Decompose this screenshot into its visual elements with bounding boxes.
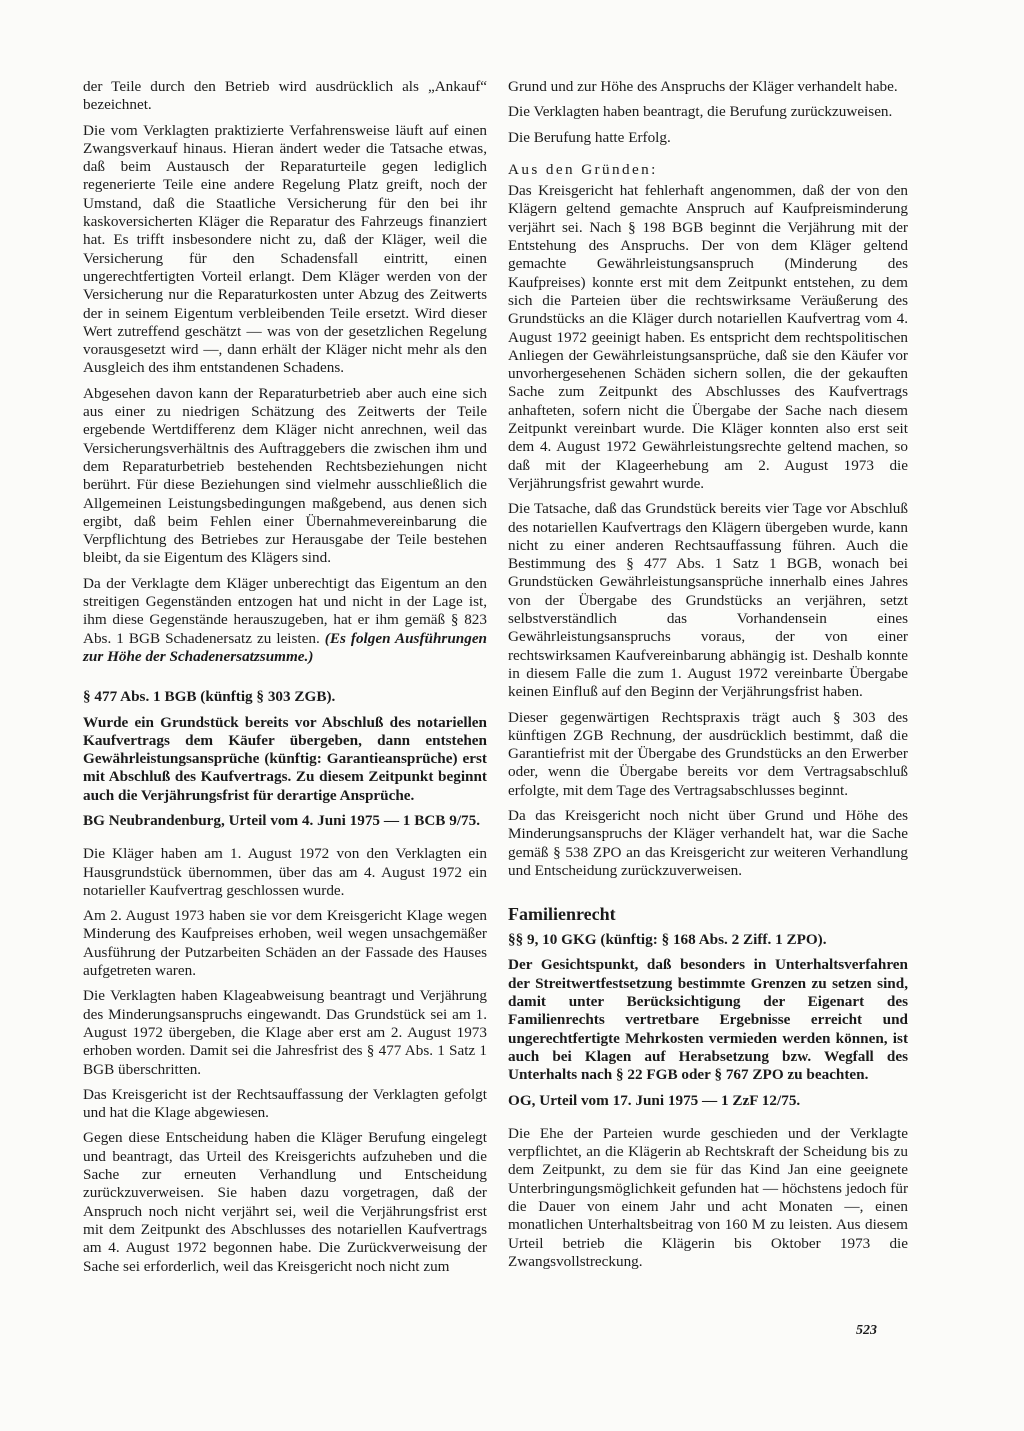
paragraph: [83, 575, 487, 666]
court-citation: OG, Urteil vom 17. Juni 1975 — 1 ZzF 12/75.: [508, 1091, 801, 1109]
paragraph: Die Tatsache, daß das Grundstück bereits vier Tage vor Abschluß des notariellen Kaufvertrags den Klägern übergeben wurde, kann nicht zu einer anderen Rechtsauffassung führen. Auch die Bestimmung des § 477 Abs. 1 Satz 1 BGB, wonach bei Grundstücken Gewährleistungsansprüche innerhalb eines Jahres von der Übergabe des Grundstücks an verjähren, setzt selbstverständlich das Vorhandensein eines Gewährleistungsanspruchs voraus, der von einer rechtswirksamen Kaufvereinbarung abhängig ist. Deshalb konnte in diesem Falle die zum 1. August 1972 vereinbarte Übergabe keinen Einfluß auf den Beginn der Verjährungsfrist haben.: [508, 500, 908, 701]
paragraph: Das Kreisgericht ist der Rechtsauffassung der Verklagten gefolgt und hat die Klage abgewiesen.: [83, 1085, 487, 1122]
paragraph: Gegen diese Entscheidung haben die Kläger Berufung eingelegt und beantragt, das Urteil des Kreisgerichts aufzuheben und die Sache zur erneuten Verhandlung und Entscheidung zurückzuverweisen. Sie haben dazu vorgetragen, daß der Anspruch noch nicht verjährt sei, weil die Verjährungsfrist erst mit dem Zeitpunkt des Abschlusses des notariellen Kaufvertrags am 4. August 1972 begonnen habe. Die Zurückverweisung der Sache sei erforderlich, weil das Kreisgericht noch nicht zum: [83, 1129, 487, 1275]
paragraph: Die Berufung hatte Erfolg.: [508, 128, 671, 146]
editorial-note: (Es folgen Ausführungen zur Höhe der Schadenersatzsumme.): [83, 629, 488, 665]
paragraph: Die Verklagten haben beantragt, die Berufung zurückzuweisen.: [508, 103, 893, 121]
leitsatz: Der Gesichtspunkt, daß besonders in Unterhaltsverfahren der Streitwertfestsetzung bestimmte Grenzen zu setzen sind, damit unter Berücksichtigung der Eigenart des Familienrechts vertretbare Ergebnisse erreicht und ungerechtfertigte Mehrkosten vermieden werden können, ist auch bei Klagen auf Herabsetzung bzw. Wegfall des Unterhalts nach § 22 FGB oder § 767 ZPO zu beachten.: [508, 956, 908, 1084]
paragraph: Da das Kreisgericht noch nicht über Grund und Höhe des Minderungsanspruchs der Kläger verhandelt hat, war die Sache gemäß § 538 ZPO an das Kreisgericht zur weiteren Verhandlung und Entscheidung zurückzuverweisen.: [508, 806, 908, 879]
paragraph: Grund und zur Höhe des Anspruchs der Kläger verhandelt habe.: [508, 78, 898, 95]
paragraph: Abgesehen davon kann der Reparaturbetrieb aber auch eine sich aus einer zu niedrigen Schätzung des Zeitwerts der Teile ergebende Wertdifferenz dem Kläger nicht anrechnen, weil das Versicherungsverhältnis des Auftraggebers die zwischen ihm und dem Reparaturbetrieb bestehenden Rechtsbeziehungen nicht berührt. Für diese Beziehungen sind vielmehr ausschließlich die Allgemeinen Leistungsbedingungen maßgebend, aus denen sich ergibt, daß beim Fehlen einer Übernahmevereinbarung die Verpflichtung des Betriebes zur Herausgabe der Teile bestehen bleibt, da sie Eigentum des Klägers sind.: [83, 384, 487, 567]
right-column: [508, 78, 908, 1278]
section-heading-477: § 477 Abs. 1 BGB (künftig § 303 ZGB).: [83, 688, 336, 706]
paragraph: Die Ehe der Parteien wurde geschieden und der Verklagte verpflichtet, an die Klägerin ab Rechtskraft der Scheidung bis zu dem Zeitpunkt, zu dem sie für das Kind Jan eine geeignete Unterbringungsmöglichkeit gefunden hat — höchstens jedoch für die Dauer von einem Jahr und acht Monaten —, einen monatlichen Unterhaltsbeitrag von 160 M zu leisten. Aus diesem Urteil betrieb die Klägerin bis Oktober 1973 die Zwangsvollstreckung.: [508, 1124, 908, 1270]
paragraph-text: Da der Verklagte dem Kläger unberechtigt das Eigentum an den streitigen Gegenständen entzogen hat und nicht in der Lage ist, ihm diese Gegenstände herauszugeben, hat er ihm gemäß § 823 Abs. 1 BGB Schadenersatz zu leisten.: [83, 574, 487, 647]
reasons-heading: Aus den Gründen:: [508, 160, 658, 178]
section-heading-gkg: §§ 9, 10 GKG (künftig: § 168 Abs. 2 Ziff. 1 ZPO).: [508, 931, 827, 949]
paragraph: der Teile durch den Betrieb wird ausdrücklich als „Ankauf“ bezeichnet.: [83, 78, 487, 114]
court-citation: BG Neubrandenburg, Urteil vom 4. Juni 1975 — 1 BCB 9/75.: [83, 811, 481, 829]
leitsatz: Wurde ein Grundstück bereits vor Abschluß des notariellen Kaufvertrags dem Käufer übergeben, dann entstehen Gewährleistungsansprüche (künftig: Garantieansprüche) erst mit Abschluß des Kaufvertrags. Zu diesem Zeitpunkt beginnt auch die Verjährungsfrist für derartige Ansprüche.: [83, 713, 487, 804]
paragraph: Dieser gegenwärtigen Rechtspraxis trägt auch § 303 des künftigen ZGB Rechnung, der ausdrücklich bestimmt, daß die Garantiefrist mit der Übergabe des Grundstücks an den Erwerber oder, wenn die Übergabe bereits vor dem Vertragsabschluß erfolgte, mit dem Tage des Vertragsabschlusses beginnt.: [508, 708, 908, 799]
paragraph: Die vom Verklagten praktizierte Verfahrensweise läuft auf einen Zwangsverkauf hinaus. Hieran ändert weder die Tatsache etwas, daß beim Austausch der Reparaturteile gegen lediglich regenerierte Teile eine andere Regelung Platz greift, noch der Umstand, daß die Staatliche Versicherung für den bei ihr kaskoversicherten Kläger die Reparatur des Fahrzeugs finanziert hat. Es trifft insbesondere nicht zu, daß der Kläger, weil die Versicherung für den Schadensfall eintritt, einen ungerechtfertigten Vorteil erlangt. Dem Kläger werden von der Versicherung nur die Reparaturkosten unter Abzug des Zeitwerts der in seinem Eigentum verbleibenden Teile ersetzt. Wird dieser Wert zutreffend geschätzt — was von der gesetzlichen Regelung vorausgesetzt wird —, dann erhält der Kläger nicht mehr als den Ausgleich des ihm entstandenen Schadens.: [83, 121, 487, 377]
paragraph: Die Kläger haben am 1. August 1972 von den Verklagten ein Hausgrundstück übernommen, über das am 4. August 1972 ein notarieller Kaufvertrag geschlossen wurde.: [83, 845, 487, 899]
paragraph: Am 2. August 1973 haben sie vor dem Kreisgericht Klage wegen Minderung des Kaufpreises erhoben, weil wegen unsachgemäßer Ausführung der Putzarbeiten Schäden an der Fassade des Hauses aufgetreten waren.: [83, 907, 487, 980]
page-number: 523: [856, 1323, 877, 1338]
paragraph: Das Kreisgericht hat fehlerhaft angenommen, daß der von den Klägern geltend gemachte Anspruch auf Kaufpreisminderung verjährt sei. Nach § 198 BGB beginnt die Verjährung mit der Entstehung des Anspruchs. Der von dem Kläger geltend gemachte Gewährleistungsanspruch (Minderung des Kaufpreises) konnte erst mit dem Zeitpunkt entstehen, zu dem sich die Parteien über die rechtswirksame Veräußerung des Grundstücks an die Kläger durch notariellen Kaufvertrag vom 4. August 1972 geeinigt haben. Es entspricht dem rechtspolitischen Anliegen der Gewährleistungsansprüche, daß sie den Käufer vor unvorhergesehenen Schäden sichern sollen, die der gekauften Sache zum Zeitpunkt des Abschlusses des Kaufvertrags anhafteten, sofern nicht die Übergabe der Sache nach diesem Zeitpunkt vereinbart wurde. Die Kläger konnten also erst seit dem 4. August 1972 Gewährleistungsrechte geltend machen, so daß mit der Klageerhebung am 2. August 1973 die Verjährungsfrist gewahrt wurde.: [508, 182, 908, 492]
left-column: [83, 78, 487, 1283]
paragraph: Die Verklagten haben Klageabweisung beantragt und Verjährung des Minderungsanspruchs eingewandt. Das Grundstück sei am 1. August 1972 übergeben, die Klage aber erst am 2. August 1973 erhoben worden. Damit sei die Jahresfrist des § 477 Abs. 1 Satz 1 BGB überschritten.: [83, 987, 487, 1078]
section-title-familienrecht: Familienrecht: [508, 904, 616, 925]
